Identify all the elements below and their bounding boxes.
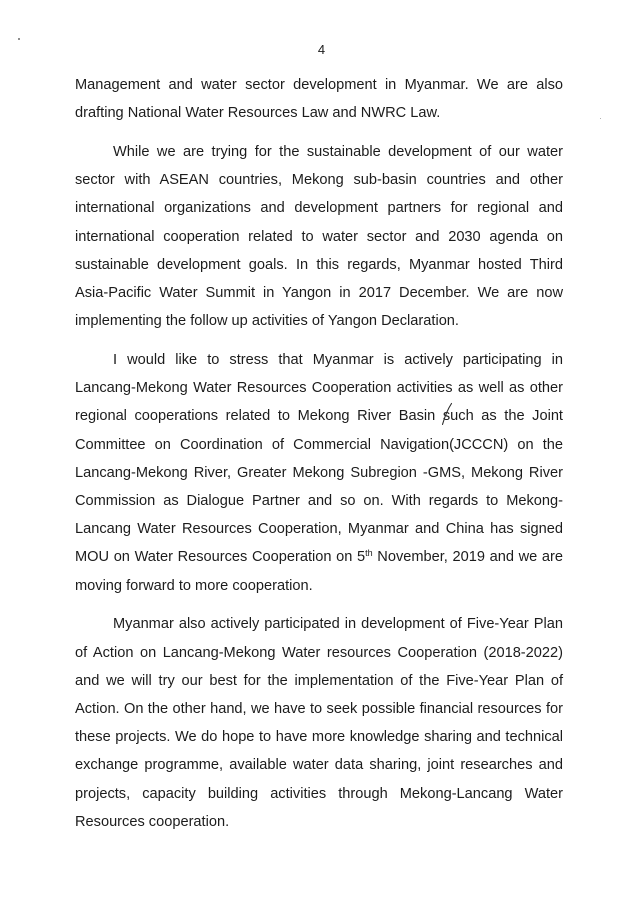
paragraph-regional-cooperation: While we are trying for the sustainable development of our water sector with ASEAN countries, Mekong sub-basin countries and other international organizations and development partners for regional and international cooperation related to water sector and 2030 agenda on sustainable development goals. In this regards, Myanmar hosted Third Asia-Pacific Water Summit in Yangon in 2017 December. We are now implementing the follow up activities of Yangon Declaration. xyxy=(75,144,563,330)
paragraph-continuation: Management and water sector development in Myanmar. We are also drafting National Water Resources Law and NWRC Law. xyxy=(75,77,563,122)
paragraph-five-year-plan: Myanmar also actively participated in development of Five-Year Plan of Action on Lancang-Mekong Water resources Cooperation (2018-2022) and we will try our best for the implementation of the Five-Year Plan of Action. On the other hand, we have to seek possible financial resources for these projects. We do hope to have more knowledge sharing and technical exchange programme, available water data sharing, joint researches and projects, capacity building activities through Mekong-Lancang Water Resources cooperation. xyxy=(75,616,563,830)
paragraph-text-after-mark: such as the Joint Committee on Coordination of Commercial Navigation(JCCCN) on the Lancang-Mekong River, Greater Mekong Subregion -GMS, Mekong River Commission as Dialogue Partner and so on. With regards to Mekong-Lancang Water Resources Cooperation, Myanmar and China has signed MOU on Water Resources Cooperation on 5 xyxy=(75,408,563,566)
page-number: 4 xyxy=(317,42,326,57)
ordinal-superscript: th xyxy=(365,548,373,559)
paragraph-lancang-mekong xyxy=(75,346,563,600)
scan-speck xyxy=(600,118,601,119)
scan-speck xyxy=(18,38,20,40)
body-text xyxy=(75,71,563,836)
paragraph-text-after-superscript: November, 2019 and we are moving forward to more cooperation. xyxy=(75,549,563,594)
paragraph-text-before-mark: I would like to stress that Myanmar is actively participating in Lancang-Mekong Water Resources Cooperation activities as well as other regional cooperations related to Mekong River Basin xyxy=(75,352,563,425)
